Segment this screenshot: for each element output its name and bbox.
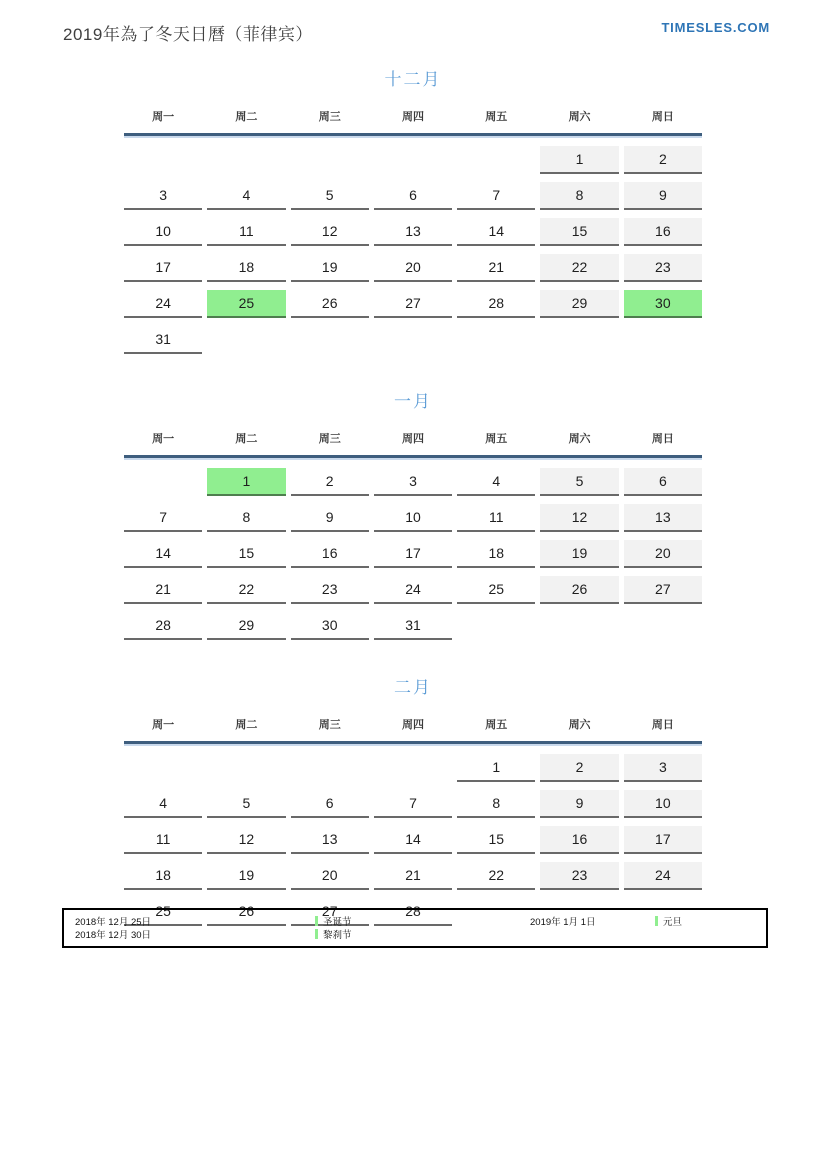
day-grid (124, 146, 702, 354)
day-cell: 16 (540, 826, 618, 854)
weekday-header-row (124, 425, 702, 455)
day-cell-empty (207, 754, 285, 782)
day-cell: 29 (207, 612, 285, 640)
day-cell: 6 (624, 468, 702, 496)
day-cell: 29 (540, 290, 618, 318)
day-cell: 28 (124, 612, 202, 640)
day-cell: 24 (374, 576, 452, 604)
day-cell: 5 (207, 790, 285, 818)
month-title: 一月 (394, 392, 432, 411)
day-cell: 20 (291, 862, 369, 890)
weekday-label: 周二 (235, 433, 258, 445)
day-cell-empty (374, 754, 452, 782)
day-cell: 21 (374, 862, 452, 890)
day-cell: 22 (207, 576, 285, 604)
day-cell-holiday: 25 (207, 290, 285, 318)
weekday-label: 周六 (568, 111, 591, 123)
header-rule (124, 741, 702, 746)
day-cell: 6 (374, 182, 452, 210)
day-cell: 5 (291, 182, 369, 210)
day-cell: 23 (540, 862, 618, 890)
day-cell-empty (374, 326, 452, 354)
legend-entry (655, 914, 755, 928)
day-cell: 19 (291, 254, 369, 282)
weekday-label: 周一 (152, 111, 175, 123)
day-cell: 26 (207, 898, 285, 926)
day-cell: 8 (540, 182, 618, 210)
day-cell: 14 (457, 218, 535, 246)
weekday-label: 周一 (152, 719, 175, 731)
day-cell-holiday: 1 (207, 468, 285, 496)
day-cell: 13 (624, 504, 702, 532)
legend-holiday-name: 圣诞节 (323, 916, 352, 928)
weekday-header-row (124, 103, 702, 133)
day-cell-empty (207, 146, 285, 174)
day-cell: 27 (374, 290, 452, 318)
day-cell-empty (124, 468, 202, 496)
weekday-label: 周五 (485, 111, 508, 123)
day-cell: 24 (624, 862, 702, 890)
legend-entry (315, 927, 530, 941)
day-cell: 28 (457, 290, 535, 318)
day-cell-empty (457, 612, 535, 640)
weekday-label: 周五 (485, 433, 508, 445)
weekday-label: 周日 (651, 719, 674, 731)
day-cell-empty (291, 326, 369, 354)
day-cell: 19 (540, 540, 618, 568)
legend-date: 2018年 12月 30日 (75, 929, 152, 941)
day-cell: 9 (540, 790, 618, 818)
day-cell: 4 (124, 790, 202, 818)
day-cell: 10 (124, 218, 202, 246)
day-cell: 15 (207, 540, 285, 568)
day-cell: 26 (540, 576, 618, 604)
day-cell: 2 (291, 468, 369, 496)
day-cell: 7 (457, 182, 535, 210)
month-title: 十二月 (384, 70, 442, 89)
weekday-label: 周三 (318, 111, 341, 123)
weekday-label: 周日 (651, 433, 674, 445)
day-cell-empty (124, 754, 202, 782)
day-cell: 10 (374, 504, 452, 532)
day-cell-empty (624, 326, 702, 354)
day-cell: 9 (624, 182, 702, 210)
day-cell: 11 (457, 504, 535, 532)
day-cell-empty (540, 612, 618, 640)
legend-grid (75, 914, 755, 940)
day-cell: 9 (291, 504, 369, 532)
legend-holiday-name: 元旦 (663, 916, 683, 928)
day-cell-empty (124, 146, 202, 174)
day-cell: 6 (291, 790, 369, 818)
weekday-label: 周五 (485, 719, 508, 731)
header-rule (124, 455, 702, 460)
legend-box (62, 908, 768, 948)
day-cell-empty (457, 326, 535, 354)
holiday-swatch (315, 929, 318, 939)
day-cell: 17 (624, 826, 702, 854)
day-cell: 15 (540, 218, 618, 246)
day-cell: 13 (374, 218, 452, 246)
day-cell: 17 (374, 540, 452, 568)
day-cell: 1 (457, 754, 535, 782)
day-cell: 18 (124, 862, 202, 890)
day-cell: 14 (374, 826, 452, 854)
day-cell: 7 (374, 790, 452, 818)
day-cell: 25 (457, 576, 535, 604)
day-cell: 12 (540, 504, 618, 532)
day-cell: 18 (207, 254, 285, 282)
weekday-label: 周三 (318, 719, 341, 731)
month-section (124, 673, 702, 926)
day-grid (124, 754, 702, 926)
day-cell: 14 (124, 540, 202, 568)
day-cell: 8 (207, 504, 285, 532)
weekday-header-row (124, 711, 702, 741)
holiday-swatch (655, 916, 658, 926)
weekday-label: 周一 (152, 433, 175, 445)
day-cell: 20 (374, 254, 452, 282)
page-title: 2019年為了冬天日曆（菲律宾） (63, 25, 313, 44)
weekday-label: 周四 (401, 719, 424, 731)
day-cell: 4 (207, 182, 285, 210)
day-cell: 16 (624, 218, 702, 246)
weekday-label: 周四 (401, 111, 424, 123)
day-cell: 23 (291, 576, 369, 604)
day-cell: 2 (624, 146, 702, 174)
day-cell: 13 (291, 826, 369, 854)
day-cell: 11 (207, 218, 285, 246)
holiday-swatch (315, 916, 318, 926)
day-cell-empty (291, 754, 369, 782)
day-cell: 27 (624, 576, 702, 604)
day-cell: 24 (124, 290, 202, 318)
day-cell: 8 (457, 790, 535, 818)
day-cell: 16 (291, 540, 369, 568)
day-cell: 2 (540, 754, 618, 782)
day-cell: 21 (457, 254, 535, 282)
day-cell: 12 (207, 826, 285, 854)
day-cell: 28 (374, 898, 452, 926)
day-cell: 18 (457, 540, 535, 568)
day-cell: 30 (291, 612, 369, 640)
day-cell: 17 (124, 254, 202, 282)
day-cell: 15 (457, 826, 535, 854)
site-link[interactable]: TIMESLES.COM (661, 20, 770, 35)
day-cell: 11 (124, 826, 202, 854)
day-cell: 27 (291, 898, 369, 926)
day-cell: 3 (624, 754, 702, 782)
day-cell-empty (457, 146, 535, 174)
day-cell: 26 (291, 290, 369, 318)
day-cell: 1 (540, 146, 618, 174)
header-rule (124, 133, 702, 138)
day-cell-empty (540, 326, 618, 354)
day-cell: 7 (124, 504, 202, 532)
day-cell: 22 (540, 254, 618, 282)
day-cell: 4 (457, 468, 535, 496)
weekday-label: 周四 (401, 433, 424, 445)
day-cell: 31 (374, 612, 452, 640)
day-cell: 22 (457, 862, 535, 890)
day-cell: 25 (124, 898, 202, 926)
day-cell: 23 (624, 254, 702, 282)
page-header (0, 0, 827, 45)
legend-date: 2018年 12月 25日 (75, 916, 152, 928)
day-cell: 31 (124, 326, 202, 354)
day-grid (124, 468, 702, 640)
weekday-label: 周二 (235, 719, 258, 731)
weekday-label: 周日 (651, 111, 674, 123)
day-cell-empty (291, 146, 369, 174)
weekday-label: 周二 (235, 111, 258, 123)
legend-entry (315, 914, 530, 928)
weekday-label: 周三 (318, 433, 341, 445)
day-cell-empty (207, 326, 285, 354)
day-cell-empty (374, 146, 452, 174)
legend-date: 2019年 1月 1日 (530, 916, 596, 928)
day-cell: 5 (540, 468, 618, 496)
day-cell: 10 (624, 790, 702, 818)
day-cell: 20 (624, 540, 702, 568)
month-section (124, 387, 702, 640)
day-cell: 21 (124, 576, 202, 604)
day-cell: 3 (374, 468, 452, 496)
day-cell: 19 (207, 862, 285, 890)
weekday-label: 周六 (568, 719, 591, 731)
day-cell: 12 (291, 218, 369, 246)
day-cell: 3 (124, 182, 202, 210)
day-cell-holiday: 30 (624, 290, 702, 318)
month-title: 二月 (394, 678, 432, 697)
legend-holiday-name: 黎刹节 (323, 929, 352, 941)
month-section (124, 65, 702, 354)
weekday-label: 周六 (568, 433, 591, 445)
months (124, 65, 702, 926)
day-cell-empty (624, 612, 702, 640)
